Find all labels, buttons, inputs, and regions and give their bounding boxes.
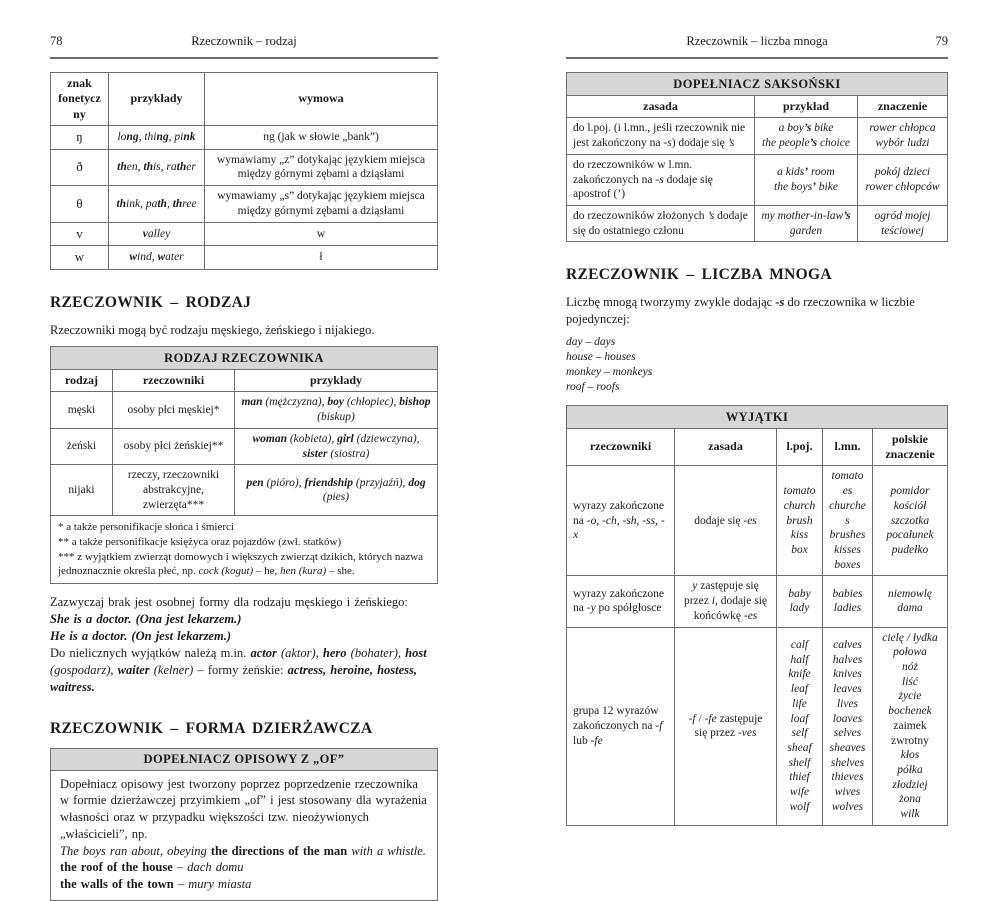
- table-row: [567, 118, 948, 154]
- table-row: [51, 126, 438, 150]
- table-row: [567, 154, 948, 205]
- table-row: [51, 222, 438, 246]
- table-row: [567, 627, 948, 825]
- gender-cell: żeński: [51, 428, 113, 464]
- column-header: polskie znaczenie: [873, 428, 948, 466]
- gender-table: [50, 346, 438, 583]
- table-row: [51, 149, 438, 185]
- column-header: znaczenie: [858, 96, 948, 118]
- column-header: rzeczowniki: [113, 370, 235, 392]
- example-cell: my mother-in-law’s garden: [755, 205, 858, 241]
- table-header-row: [567, 428, 948, 466]
- rule-cell: do l.poj. (i l.mn., jeśli rzeczownik nie jest zakończony na -s) dodaje się ’s: [567, 118, 755, 154]
- section-heading-possessive: RZECZOWNIK – FORMA DZIERŻAWCZA: [50, 719, 373, 737]
- table-header-row: [51, 370, 438, 392]
- table-row: [51, 465, 438, 516]
- section-heading-gender: RZECZOWNIK – RODZAJ: [50, 293, 252, 311]
- column-header: przykłady: [235, 370, 438, 392]
- table-row: [51, 428, 438, 464]
- examples-cell: long, thing, pink: [109, 126, 205, 150]
- rule-cell: y zastępuje się przez i, dodaje się końcówkę -es: [675, 576, 777, 627]
- saxon-genitive-table: [566, 72, 948, 242]
- table-header-row: [567, 96, 948, 118]
- box-text: Dopełniacz opisowy jest tworzony poprzez poprzedzenie rzeczownika w formie dzierżawczej przyimkiem „of” i jest stosowany dla wyrażenia własności oraz w przypadku większości tzw. nieożywionych „właścicieli”, np.: [60, 776, 427, 841]
- nouns-cell: osoby płci żeńskiej**: [113, 428, 235, 464]
- rule-cell: do rzeczowników w l.mn. zakończonych na -s dodaje się apostrof (’): [567, 154, 755, 205]
- page-header: [50, 34, 438, 59]
- nouns-cell: rzeczy, rzeczowniki abstrakcyjne, zwierzęta***: [113, 465, 235, 516]
- exceptions-table: [566, 405, 948, 826]
- table-row: [51, 186, 438, 222]
- plural-examples: day – days house – houses monkey – monkeys roof – roofs: [566, 335, 653, 393]
- phonetic-symbol: ð: [51, 149, 109, 185]
- polish-meaning-cell: pomidor kościół szczotka pocałunek pudełko: [873, 466, 948, 576]
- examples-cell: valley: [109, 222, 205, 246]
- nouns-cell: osoby płci męskiej*: [113, 392, 235, 428]
- phonetic-symbol: v: [51, 222, 109, 246]
- table-header-row: [51, 73, 438, 126]
- table-row: [567, 205, 948, 241]
- plural-cell: babies ladies: [823, 576, 873, 627]
- column-header: zasada: [567, 96, 755, 118]
- table-footnotes: * a także personifikacje słońca i śmierci ** a także personifikacje księżyca oraz pojazdów (zwł. statków) *** z wyjątkiem zwierząt domowych i większych zwierząt dzikich, których nazwa jednoznacznie określa płeć, np. cock (kogut) – he, hen (kura) – she.: [51, 516, 438, 583]
- running-head: Rzeczownik – liczba mnoga: [686, 34, 828, 48]
- column-header: l.mn.: [823, 428, 873, 466]
- section-intro: Liczbę mnogą tworzymy zwykle dodając -s do rzeczownika w liczbie pojedynczej:: [566, 295, 915, 326]
- table-title: DOPEŁNIACZ SAKSOŃSKI: [567, 73, 948, 96]
- column-header: zasada: [675, 428, 777, 466]
- singular-cell: tomato church brush kiss box: [777, 466, 823, 576]
- gender-notes-paragraph: Zazwyczaj brak jest osobnej formy dla rodzaju męskiego i żeńskiego: She is a doctor. (Ona jest lekarzem.) He is a doctor. (On jest lekarzem.) Do nielicznych wyjątków należą m.in. actor (aktor), hero (bohater), host (gospodarz), waiter (kelner) – formy żeńskie: actress, heroine, hostess, waitress.: [50, 594, 427, 694]
- running-head: Rzeczownik – rodzaj: [191, 34, 297, 48]
- rule-cell: -f / -fe zastępuje się przez -ves: [675, 627, 777, 825]
- page-number: 79: [935, 34, 948, 48]
- examples-cell: woman (kobieta), girl (dziewczyna), sister (siostra): [235, 428, 438, 464]
- table-footnote-row: [51, 516, 438, 583]
- pronunciation-cell: wymawiamy „s” dotykając językiem miejsca między górnymi zębami a dziąsłami: [205, 186, 438, 222]
- column-header: wymowa: [205, 73, 438, 126]
- section-intro: Rzeczowniki mogą być rodzaju męskiego, żeńskiego i nijakiego.: [50, 322, 375, 337]
- box-body: [51, 771, 437, 900]
- of-genitive-box: [50, 748, 438, 901]
- table-row: [51, 392, 438, 428]
- rule-cell: dodaje się -es: [675, 466, 777, 576]
- examples-cell: man (mężczyzna), boy (chłopiec), bishop (biskup): [235, 392, 438, 428]
- singular-cell: calf half knife leaf life loaf self sheaf shelf thief wife wolf: [777, 627, 823, 825]
- polish-meaning-cell: niemowlę dama: [873, 576, 948, 627]
- phonetics-table: [50, 72, 438, 270]
- nouns-cell: grupa 12 wyrazów zakończonych na -f lub -fe: [567, 627, 675, 825]
- phonetic-symbol: θ: [51, 186, 109, 222]
- table-title: RODZAJ RZECZOWNIKA: [51, 347, 438, 370]
- pronunciation-cell: wymawiamy „z” dotykając językiem miejsca między górnymi zębami a dziąsłami: [205, 149, 438, 185]
- plural-cell: tomatoes churches brushes kisses boxes: [823, 466, 873, 576]
- singular-cell: baby lady: [777, 576, 823, 627]
- examples-cell: then, this, rather: [109, 149, 205, 185]
- pronunciation-cell: ł: [205, 246, 438, 270]
- book-page-left: [50, 34, 438, 901]
- table-title: WYJĄTKI: [567, 405, 948, 428]
- section-heading-plural: RZECZOWNIK – LICZBA MNOGA: [566, 266, 832, 284]
- column-header: rodzaj: [51, 370, 113, 392]
- book-page-right: [566, 34, 948, 826]
- example-cell: a kids’ room the boys’ bike: [755, 154, 858, 205]
- examples-cell: think, path, three: [109, 186, 205, 222]
- nouns-cell: wyrazy zakończone na -y po spółgłosce: [567, 576, 675, 627]
- phonetic-symbol: ŋ: [51, 126, 109, 150]
- page-number: 78: [50, 34, 63, 48]
- table-row: [51, 246, 438, 270]
- column-header: przykłady: [109, 73, 205, 126]
- box-examples: The boys ran about, obeying the directions of the man with a whistle. the roof of the house – dach domu the walls of the town – mury miasta: [60, 843, 426, 892]
- table-title-row: [51, 347, 438, 370]
- column-header: l.poj.: [777, 428, 823, 466]
- example-cell: a boy’s bike the people’s choice: [755, 118, 858, 154]
- table-row: [567, 576, 948, 627]
- table-title-row: [567, 73, 948, 96]
- rule-cell: do rzeczowników złożonych ’s dodaje się do ostatniego członu: [567, 205, 755, 241]
- meaning-cell: pokój dzieci rower chłopców: [858, 154, 948, 205]
- plural-cell: calves halves knives leaves lives loaves selves sheaves shelves thieves wives wolves: [823, 627, 873, 825]
- examples-cell: wind, water: [109, 246, 205, 270]
- gender-cell: nijaki: [51, 465, 113, 516]
- gender-cell: męski: [51, 392, 113, 428]
- table-title-row: [567, 405, 948, 428]
- examples-cell: pen (pióro), friendship (przyjaźń), dog (pies): [235, 465, 438, 516]
- meaning-cell: rower chłopca wybór ludzi: [858, 118, 948, 154]
- pronunciation-cell: ng (jak w słowie „bank”): [205, 126, 438, 150]
- nouns-cell: wyrazy zakończone na -o, -ch, -sh, -ss, -x: [567, 466, 675, 576]
- phonetic-symbol: w: [51, 246, 109, 270]
- box-title: DOPEŁNIACZ OPISOWY Z „OF”: [51, 749, 437, 771]
- page-header: [566, 34, 948, 59]
- meaning-cell: ogród mojej teściowej: [858, 205, 948, 241]
- column-header: przykład: [755, 96, 858, 118]
- table-row: [567, 466, 948, 576]
- column-header: znak fonetyczny: [51, 73, 109, 126]
- column-header: rzeczowniki: [567, 428, 675, 466]
- polish-meaning-cell: cielę / łydka połowa nóż liść życie bochenek zaimek zwrotny kłos półka złodziej żona wilk: [873, 627, 948, 825]
- pronunciation-cell: w: [205, 222, 438, 246]
